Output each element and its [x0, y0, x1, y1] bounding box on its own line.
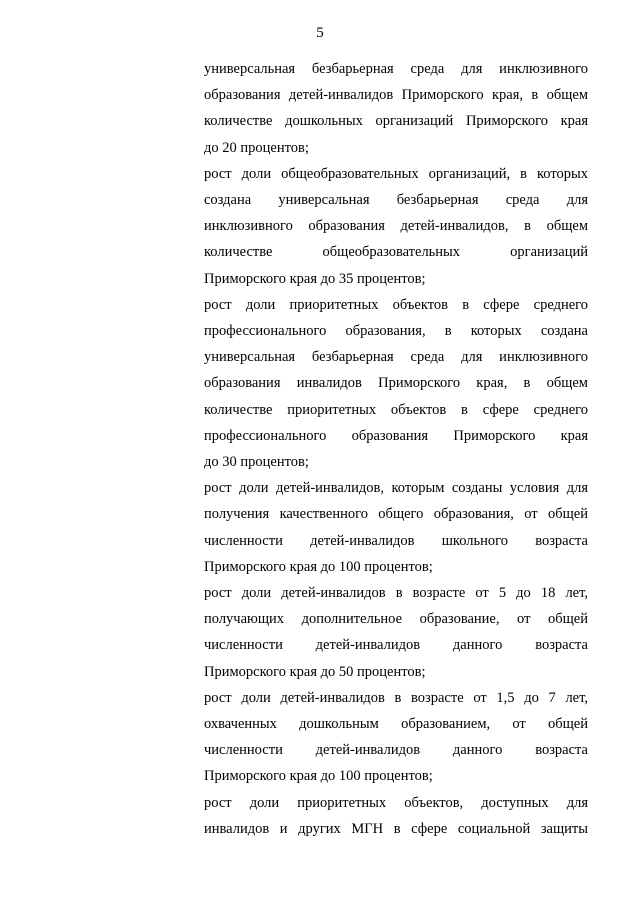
text-line: рост доли приоритетных объектов, доступных для: [204, 794, 588, 811]
text-line: численности детей-инвалидов данного возраста: [204, 742, 588, 759]
text-line: Приморского края до 100 процентов;: [204, 768, 433, 785]
text-line: охваченных дошкольным образованием, от общей: [204, 716, 588, 732]
text-line: количестве приоритетных объектов в сфере среднего: [204, 401, 588, 418]
text-line: инклюзивного образования детей-инвалидов, в общем: [204, 218, 588, 235]
text-line: численности детей-инвалидов школьного возраста: [204, 532, 588, 549]
page-number: 5: [316, 25, 324, 41]
text-line: до 20 процентов;: [204, 139, 309, 156]
text-line: профессионального образования Приморского края: [204, 427, 588, 444]
text-line: рост доли детей-инвалидов в возрасте от 1,5 до 7 лет,: [204, 689, 588, 706]
text-line: рост доли детей-инвалидов, которым созданы условия для: [204, 480, 588, 497]
text-line: рост доли общеобразовательных организаций, в которых: [204, 165, 588, 182]
text-line: образования инвалидов Приморского края, в общем: [204, 375, 588, 392]
text-line: профессионального образования, в которых создана: [204, 323, 588, 339]
text-line: Приморского края до 100 процентов;: [204, 558, 433, 575]
text-line: Приморского края до 50 процентов;: [204, 663, 426, 680]
text-line: количестве общеобразовательных организаций: [204, 244, 588, 261]
text-line: рост доли приоритетных объектов в сфере среднего: [204, 296, 588, 313]
text-line: универсальная безбарьерная среда для инклюзивного: [204, 349, 588, 366]
text-line: Приморского края до 35 процентов;: [204, 270, 426, 287]
text-line: создана универсальная безбарьерная среда для: [204, 192, 588, 208]
text-line: рост доли детей-инвалидов в возрасте от 5 до 18 лет,: [204, 585, 588, 601]
text-line: численности детей-инвалидов данного возраста: [204, 637, 588, 654]
text-line: универсальная безбарьерная среда для инклюзивного: [204, 61, 588, 77]
text-line: инвалидов и других МГН в сфере социальной защиты: [204, 820, 588, 837]
text-line: количестве дошкольных организаций Приморского края: [204, 113, 588, 130]
text-line: получающих дополнительное образование, от общей: [204, 611, 588, 628]
text-line: до 30 процентов;: [204, 454, 309, 470]
text-line: получения качественного общего образования, от общей: [204, 506, 588, 523]
text-line: образования детей-инвалидов Приморского края, в общем: [204, 87, 588, 104]
